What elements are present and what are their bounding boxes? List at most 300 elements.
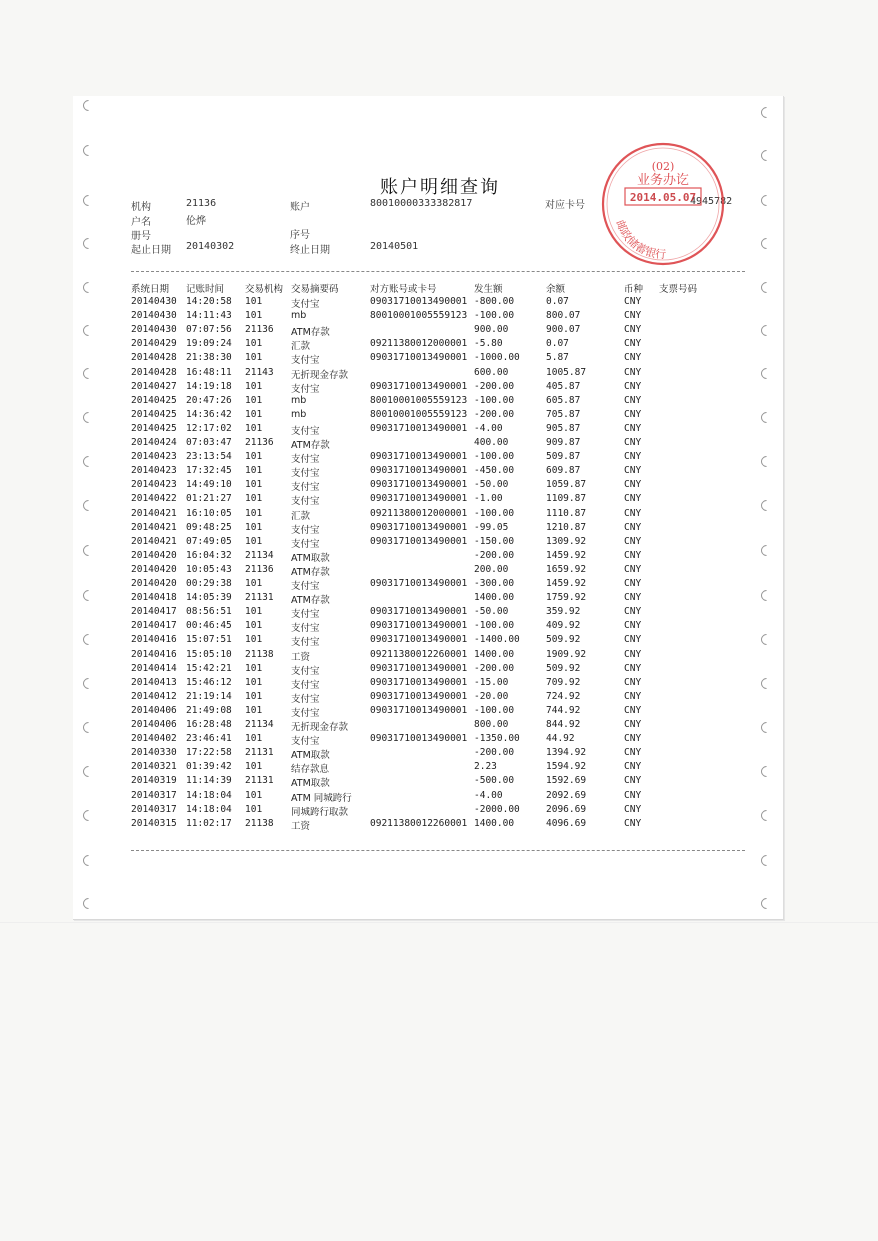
cell-currency: CNY — [624, 578, 642, 589]
cell-date: 20140420 — [131, 549, 177, 561]
cell-counterparty: 80010001005559123 — [370, 408, 468, 420]
cell-balance: 405.87 — [546, 380, 581, 392]
cell-time: 16:10:05 — [186, 507, 232, 519]
cell-summary: 支付宝 — [291, 693, 320, 705]
cell-amount: -2000.00 — [474, 803, 520, 815]
cell-date: 20140428 — [131, 352, 177, 364]
cell-amount: 1400.00 — [474, 817, 515, 829]
cell-amount: -1000.00 — [474, 352, 520, 364]
cell-date: 20140317 — [131, 789, 177, 801]
cell-amount: -50.00 — [474, 479, 509, 491]
cell-branch: 101 — [245, 620, 263, 632]
cell-summary: 支付宝 — [291, 736, 320, 748]
cell-amount: -50.00 — [474, 606, 509, 618]
cell-currency: CNY — [624, 408, 642, 420]
cell-branch: 101 — [245, 408, 263, 420]
cell-amount: 600.00 — [474, 366, 509, 378]
cell-branch: 101 — [245, 310, 263, 322]
name-label: 户名 — [131, 217, 151, 228]
cell-time: 07:07:56 — [186, 324, 232, 336]
cell-branch: 101 — [245, 465, 263, 477]
cell-counterparty: 09031710013490001 — [370, 634, 468, 646]
cell-amount: -100.00 — [474, 507, 515, 519]
cell-summary: mb — [291, 408, 307, 420]
cell-branch: 101 — [245, 634, 263, 646]
cell-currency: CNY — [624, 296, 642, 307]
cell-counterparty: 80010001005559123 — [370, 394, 468, 406]
cell-time: 17:32:45 — [186, 465, 232, 477]
cell-date: 20140420 — [131, 578, 177, 589]
cell-branch: 21131 — [245, 592, 274, 604]
cell-balance: 1309.92 — [546, 535, 587, 547]
cell-branch: 101 — [245, 690, 263, 702]
cell-summary: ATM取款 — [291, 778, 330, 790]
sheet-shadow — [0, 922, 878, 923]
cell-summary: ATM存款 — [291, 566, 330, 578]
cell-amount: 200.00 — [474, 563, 509, 575]
cell-counterparty: 09031710013490001 — [370, 352, 468, 364]
cell-branch: 101 — [245, 493, 263, 505]
cell-time: 23:46:41 — [186, 733, 232, 745]
cell-summary: 支付宝 — [291, 468, 320, 480]
cell-summary: 支付宝 — [291, 355, 320, 367]
cell-branch: 21131 — [245, 747, 274, 759]
cell-time: 14:36:42 — [186, 408, 232, 420]
cell-counterparty: 09031710013490001 — [370, 733, 468, 745]
cell-balance: 1459.92 — [546, 549, 587, 561]
cell-date: 20140412 — [131, 690, 177, 702]
cell-balance: 844.92 — [546, 719, 581, 730]
cell-currency: CNY — [624, 563, 642, 575]
cell-counterparty: 09031710013490001 — [370, 422, 468, 434]
account-label: 账户 — [290, 202, 310, 213]
org-label: 机构 — [131, 202, 151, 213]
cell-summary: 工资 — [291, 820, 311, 832]
cell-time: 14:49:10 — [186, 479, 232, 491]
cell-branch: 101 — [245, 662, 263, 674]
cell-balance: 909.87 — [546, 437, 581, 448]
cell-branch: 101 — [245, 352, 263, 364]
cell-summary: ATM存款 — [291, 595, 330, 607]
cell-branch: 21131 — [245, 775, 274, 787]
cell-branch: 101 — [245, 676, 263, 688]
cell-branch: 21143 — [245, 366, 274, 378]
cell-counterparty: 09031710013490001 — [370, 676, 468, 688]
cell-balance: 1659.92 — [546, 563, 587, 575]
cell-amount: -200.00 — [474, 380, 515, 392]
cell-amount: -100.00 — [474, 451, 515, 463]
cell-time: 01:39:42 — [186, 761, 232, 773]
cell-date: 20140330 — [131, 747, 177, 759]
footer-divider — [131, 850, 745, 851]
cell-time: 15:05:10 — [186, 648, 232, 660]
cell-time: 14:19:18 — [186, 380, 232, 392]
cell-date: 20140422 — [131, 493, 177, 505]
cell-date: 20140425 — [131, 394, 177, 406]
name-value: 伦烨 — [186, 216, 206, 227]
card-value-tail: 4945782 — [690, 196, 733, 207]
cell-time: 07:49:05 — [186, 535, 232, 547]
cell-counterparty: 09031710013490001 — [370, 662, 468, 674]
cell-time: 19:09:24 — [186, 338, 232, 350]
cell-amount: -1350.00 — [474, 733, 520, 745]
cell-currency: CNY — [624, 817, 642, 829]
cell-balance: 0.07 — [546, 338, 569, 350]
cell-summary: 支付宝 — [291, 538, 320, 550]
stamp-ring-text: 邮政储蓄银行 — [613, 218, 667, 262]
stamp-branch-code: (02) — [651, 160, 675, 173]
cell-currency: CNY — [624, 676, 642, 688]
cell-balance: 509.92 — [546, 634, 581, 646]
cell-counterparty: 09031710013490001 — [370, 606, 468, 618]
cell-summary: 支付宝 — [291, 482, 320, 494]
column-header: 交易摘要码 — [291, 284, 339, 295]
cell-balance: 509.87 — [546, 451, 581, 463]
cell-date: 20140413 — [131, 676, 177, 688]
cell-balance: 44.92 — [546, 733, 575, 745]
cell-amount: 2.23 — [474, 761, 497, 773]
column-header: 系统日期 — [131, 284, 170, 295]
cell-balance: 709.92 — [546, 676, 581, 688]
cell-balance: 900.07 — [546, 324, 581, 336]
cell-time: 00:29:38 — [186, 578, 232, 589]
cell-currency: CNY — [624, 662, 642, 674]
cell-summary: 工资 — [291, 651, 311, 663]
cell-summary: 支付宝 — [291, 524, 320, 536]
header-divider — [131, 271, 745, 272]
column-header: 币种 — [624, 284, 644, 295]
cell-balance: 509.92 — [546, 662, 581, 674]
cell-date: 20140425 — [131, 408, 177, 420]
cell-amount: 400.00 — [474, 437, 509, 448]
cell-date: 20140430 — [131, 310, 177, 322]
cell-balance: 0.07 — [546, 296, 569, 307]
cell-date: 20140418 — [131, 592, 177, 604]
cell-branch: 101 — [245, 761, 263, 773]
cell-time: 23:13:54 — [186, 451, 232, 463]
start-date-value: 20140302 — [186, 241, 235, 252]
cell-balance: 1109.87 — [546, 493, 587, 505]
cell-date: 20140430 — [131, 324, 177, 336]
cell-time: 08:56:51 — [186, 606, 232, 618]
cell-branch: 101 — [245, 704, 263, 716]
cell-date: 20140417 — [131, 606, 177, 618]
cell-time: 14:11:43 — [186, 310, 232, 322]
cell-amount: -4.00 — [474, 422, 503, 434]
cell-summary: ATM 同城跨行 — [291, 792, 352, 804]
cell-date: 20140420 — [131, 563, 177, 575]
cell-summary: 结存款息 — [291, 764, 330, 776]
cell-counterparty: 09031710013490001 — [370, 465, 468, 477]
cell-counterparty: 09031710013490001 — [370, 451, 468, 463]
cell-currency: CNY — [624, 521, 642, 533]
cell-date: 20140317 — [131, 803, 177, 815]
cell-branch: 21134 — [245, 719, 274, 730]
cell-branch: 21136 — [245, 324, 274, 336]
cell-balance: 1005.87 — [546, 366, 587, 378]
stamp-main-text: 业务办讫 — [636, 173, 690, 188]
cell-currency: CNY — [624, 733, 642, 745]
cell-counterparty: 09031710013490001 — [370, 690, 468, 702]
cell-currency: CNY — [624, 690, 642, 702]
cell-amount: -100.00 — [474, 394, 515, 406]
cell-currency: CNY — [624, 493, 642, 505]
cell-amount: -300.00 — [474, 578, 515, 589]
cell-counterparty: 09031710013490001 — [370, 493, 468, 505]
cell-branch: 101 — [245, 535, 263, 547]
cell-counterparty: 09031710013490001 — [370, 535, 468, 547]
cell-branch: 101 — [245, 578, 263, 589]
cell-balance: 609.87 — [546, 465, 581, 477]
cell-time: 11:14:39 — [186, 775, 232, 787]
cell-branch: 101 — [245, 507, 263, 519]
cell-summary: 同城跨行取款 — [291, 806, 349, 818]
cell-branch: 21136 — [245, 437, 274, 448]
column-header: 对方账号或卡号 — [370, 284, 437, 295]
book-label: 册号 — [131, 231, 151, 242]
column-header: 支票号码 — [659, 284, 698, 295]
cell-summary: 支付宝 — [291, 679, 320, 691]
cell-currency: CNY — [624, 451, 642, 463]
cell-amount: -450.00 — [474, 465, 515, 477]
cell-date: 20140417 — [131, 620, 177, 632]
seq-label: 序号 — [290, 230, 310, 241]
cell-summary: 无折现金存款 — [291, 369, 349, 381]
cell-amount: -100.00 — [474, 620, 515, 632]
cell-branch: 101 — [245, 521, 263, 533]
cell-currency: CNY — [624, 324, 642, 336]
cell-amount: 800.00 — [474, 719, 509, 730]
cell-amount: -1.00 — [474, 493, 503, 505]
cell-summary: 支付宝 — [291, 454, 320, 466]
cell-currency: CNY — [624, 310, 642, 322]
cell-currency: CNY — [624, 380, 642, 392]
cell-amount: -200.00 — [474, 662, 515, 674]
cell-date: 20140406 — [131, 719, 177, 730]
cell-branch: 101 — [245, 451, 263, 463]
cell-summary: ATM存款 — [291, 440, 330, 451]
cell-currency: CNY — [624, 704, 642, 716]
cell-balance: 359.92 — [546, 606, 581, 618]
cell-balance: 409.92 — [546, 620, 581, 632]
cell-time: 17:22:58 — [186, 747, 232, 759]
cell-summary: mb — [291, 310, 307, 322]
cell-time: 00:46:45 — [186, 620, 232, 632]
cell-summary: 支付宝 — [291, 299, 320, 310]
cell-summary: 支付宝 — [291, 383, 320, 395]
start-date-label: 起止日期 — [131, 245, 171, 256]
cell-summary: 支付宝 — [291, 707, 320, 719]
cell-amount: -200.00 — [474, 549, 515, 561]
cell-balance: 2096.69 — [546, 803, 587, 815]
cell-balance: 1759.92 — [546, 592, 587, 604]
cell-time: 15:07:51 — [186, 634, 232, 646]
cell-counterparty: 09211380012000001 — [370, 507, 468, 519]
cell-balance: 744.92 — [546, 704, 581, 716]
cell-time: 14:05:39 — [186, 592, 232, 604]
cell-date: 20140402 — [131, 733, 177, 745]
cell-time: 16:04:32 — [186, 549, 232, 561]
cell-balance: 1592.69 — [546, 775, 587, 787]
cell-time: 15:42:21 — [186, 662, 232, 674]
cell-balance: 1059.87 — [546, 479, 587, 491]
cell-date: 20140424 — [131, 437, 177, 448]
cell-currency: CNY — [624, 535, 642, 547]
cell-currency: CNY — [624, 352, 642, 364]
cell-balance: 1210.87 — [546, 521, 587, 533]
cell-date: 20140416 — [131, 634, 177, 646]
column-header: 记账时间 — [186, 284, 225, 295]
cell-amount: 1400.00 — [474, 592, 515, 604]
cell-summary: mb — [291, 394, 307, 406]
cell-date: 20140315 — [131, 817, 177, 829]
cell-date: 20140421 — [131, 507, 177, 519]
cell-currency: CNY — [624, 422, 642, 434]
cell-time: 14:18:04 — [186, 789, 232, 801]
cell-summary: 支付宝 — [291, 637, 320, 649]
cell-time: 14:18:04 — [186, 803, 232, 815]
cell-balance: 800.07 — [546, 310, 581, 322]
cell-branch: 101 — [245, 394, 263, 406]
cell-branch: 101 — [245, 803, 263, 815]
cell-summary: ATM取款 — [291, 750, 330, 762]
cell-balance: 1594.92 — [546, 761, 587, 773]
cell-balance: 705.87 — [546, 408, 581, 420]
column-header: 发生额 — [474, 284, 503, 295]
cell-balance: 4096.69 — [546, 817, 587, 829]
cell-branch: 21138 — [245, 817, 274, 829]
cell-branch: 101 — [245, 338, 263, 350]
cell-amount: -99.05 — [474, 521, 509, 533]
cell-branch: 101 — [245, 606, 263, 618]
cell-counterparty: 09211380012000001 — [370, 338, 468, 350]
cell-counterparty: 09031710013490001 — [370, 578, 468, 589]
cell-summary: 支付宝 — [291, 425, 320, 437]
cell-date: 20140427 — [131, 380, 177, 392]
cell-currency: CNY — [624, 394, 642, 406]
org-value: 21136 — [186, 198, 217, 209]
cell-currency: CNY — [624, 747, 642, 759]
cell-currency: CNY — [624, 549, 642, 561]
cell-currency: CNY — [624, 803, 642, 815]
cell-amount: -15.00 — [474, 676, 509, 688]
document-title: 账户明细查询 — [380, 177, 500, 198]
cell-currency: CNY — [624, 437, 642, 448]
cell-time: 01:21:27 — [186, 493, 232, 505]
cell-balance: 905.87 — [546, 422, 581, 434]
cell-balance: 1459.92 — [546, 578, 587, 589]
cell-branch: 101 — [245, 789, 263, 801]
cell-amount: -1400.00 — [474, 634, 520, 646]
cell-date: 20140423 — [131, 465, 177, 477]
cell-branch: 21138 — [245, 648, 274, 660]
cell-time: 11:02:17 — [186, 817, 232, 829]
cell-balance: 5.87 — [546, 352, 569, 364]
cell-amount: 1400.00 — [474, 648, 515, 660]
cell-counterparty: 09031710013490001 — [370, 380, 468, 392]
cell-currency: CNY — [624, 648, 642, 660]
cell-date: 20140421 — [131, 521, 177, 533]
cell-balance: 1909.92 — [546, 648, 587, 660]
cell-counterparty: 09031710013490001 — [370, 620, 468, 632]
stamp-date: 2014.05.07 — [629, 191, 697, 204]
cell-date: 20140319 — [131, 775, 177, 787]
cell-amount: -200.00 — [474, 747, 515, 759]
cell-currency: CNY — [624, 634, 642, 646]
cell-currency: CNY — [624, 465, 642, 477]
cell-counterparty: 09031710013490001 — [370, 704, 468, 716]
cell-summary: 支付宝 — [291, 665, 320, 677]
cell-time: 10:05:43 — [186, 563, 232, 575]
cell-currency: CNY — [624, 592, 642, 604]
end-date-value: 20140501 — [370, 241, 419, 252]
cell-amount: -800.00 — [474, 296, 515, 307]
cell-date: 20140425 — [131, 422, 177, 434]
cell-date: 20140423 — [131, 451, 177, 463]
cell-time: 07:03:47 — [186, 437, 232, 448]
account-value: 80010000333382817 — [370, 198, 473, 209]
cell-summary: 支付宝 — [291, 609, 320, 621]
cell-summary: 汇款 — [291, 510, 311, 522]
cell-summary: 支付宝 — [291, 496, 320, 508]
cell-branch: 101 — [245, 479, 263, 491]
cell-time: 21:19:14 — [186, 690, 232, 702]
cell-summary: ATM取款 — [291, 552, 330, 564]
cell-currency: CNY — [624, 366, 642, 378]
column-header: 余额 — [546, 284, 566, 295]
cell-amount: -500.00 — [474, 775, 515, 787]
cell-time: 16:28:48 — [186, 719, 232, 730]
bank-seal-stamp — [597, 140, 729, 268]
cell-amount: -20.00 — [474, 690, 509, 702]
cell-branch: 101 — [245, 296, 263, 307]
cell-counterparty: 80010001005559123 — [370, 310, 468, 322]
cell-currency: CNY — [624, 620, 642, 632]
cell-date: 20140414 — [131, 662, 177, 674]
cell-counterparty: 09031710013490001 — [370, 479, 468, 491]
cell-balance: 1110.87 — [546, 507, 587, 519]
cell-balance: 724.92 — [546, 690, 581, 702]
cell-amount: -5.80 — [474, 338, 503, 350]
cell-currency: CNY — [624, 479, 642, 491]
cell-amount: -200.00 — [474, 408, 515, 420]
cell-balance: 605.87 — [546, 394, 581, 406]
cell-counterparty: 09031710013490001 — [370, 521, 468, 533]
cell-branch: 21136 — [245, 563, 274, 575]
cell-counterparty: 09211380012260001 — [370, 648, 468, 660]
cell-time: 21:49:08 — [186, 704, 232, 716]
cell-summary: 无折现金存款 — [291, 722, 349, 733]
cell-branch: 21134 — [245, 549, 274, 561]
end-date-label: 终止日期 — [290, 245, 330, 256]
cell-currency: CNY — [624, 606, 642, 618]
cell-summary: ATM存款 — [291, 327, 330, 339]
cell-counterparty: 09031710013490001 — [370, 296, 468, 307]
cell-time: 16:48:11 — [186, 366, 232, 378]
cell-branch: 101 — [245, 733, 263, 745]
cell-branch: 101 — [245, 380, 263, 392]
cell-currency: CNY — [624, 507, 642, 519]
cell-date: 20140421 — [131, 535, 177, 547]
cell-date: 20140429 — [131, 338, 177, 350]
cell-time: 12:17:02 — [186, 422, 232, 434]
cell-balance: 2092.69 — [546, 789, 587, 801]
cell-time: 20:47:26 — [186, 394, 232, 406]
cell-date: 20140423 — [131, 479, 177, 491]
cell-counterparty: 09211380012260001 — [370, 817, 468, 829]
cell-date: 20140416 — [131, 648, 177, 660]
cell-time: 09:48:25 — [186, 521, 232, 533]
